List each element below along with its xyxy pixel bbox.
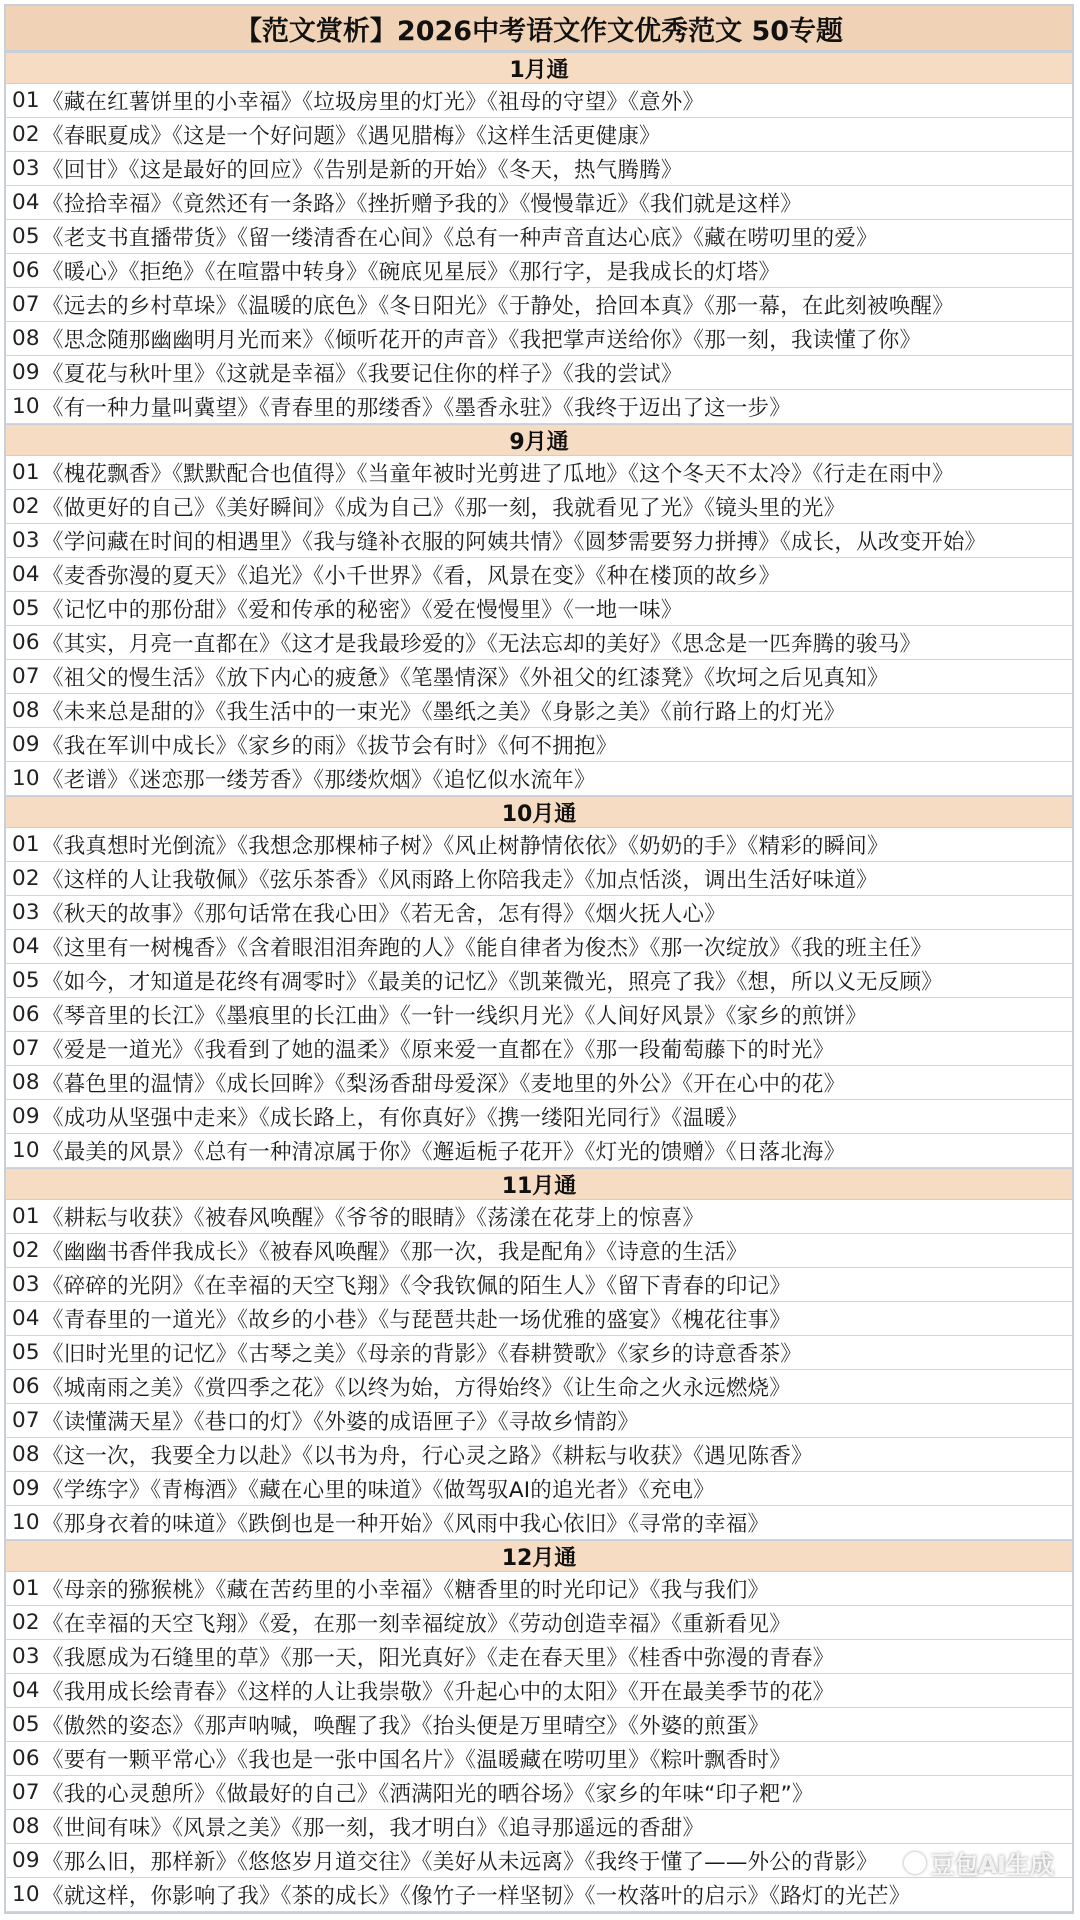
essay-row [6,1606,1072,1640]
essay-row [6,964,1072,998]
row-number: 04 [12,934,40,959]
row-number: 03 [12,1272,40,1297]
essay-titles: 《春眠夏成》《这是一个好问题》《遇见腊梅》《这样生活更健康》 [42,124,661,149]
essay-row [6,118,1072,152]
essay-row [6,84,1072,118]
essay-titles: 《这里有一树槐香》《含着眼泪泪奔跑的人》《能自律者为俊杰》《那一次绽放》《我的班主任》 [42,936,933,961]
essay-titles: 《做更好的自己》《美好瞬间》《成为自己》《那一刻，我就看见了光》《镜头里的光》 [42,496,846,521]
sections-container [6,52,1072,1912]
essay-titles: 《暮色里的温情》《成长回眸》《梨汤香甜母爱深》《麦地里的外公》《开在心中的花》 [42,1072,846,1097]
essay-titles: 《读懂满天星》《巷口的灯》《外婆的成语匣子》《寻故乡情韵》 [42,1410,640,1435]
row-number: 06 [12,1746,40,1771]
essay-row [6,1200,1072,1234]
essay-titles: 《成功从坚强中走来》《成长路上，有你真好》《携一缕阳光同行》《温暖》 [42,1106,748,1131]
essay-row [6,1100,1072,1134]
row-number: 02 [12,866,40,891]
essay-row [6,862,1072,896]
essay-titles: 《旧时光里的记忆》《古琴之美》《母亲的背影》《春耕赞歌》《家乡的诗意香茶》 [42,1342,802,1367]
essay-titles: 《秋天的故事》《那句话常在我心田》《若无舍，怎有得》《烟火抚人心》 [42,902,726,927]
essay-list-page [4,4,1074,1914]
essay-row [6,728,1072,762]
essay-titles: 《学练字》《青梅酒》《藏在心里的味道》《做驾驭AI的追光者》《充电》 [42,1478,715,1503]
essay-titles: 《藏在红薯饼里的小幸福》《垃圾房里的灯光》《祖母的守望》《意外》 [42,90,705,115]
essay-row [6,1776,1072,1810]
doubao-logo-icon [904,1852,926,1874]
essay-row [6,1640,1072,1674]
month-header: 1月通 [6,52,1072,84]
essay-row [6,1404,1072,1438]
essay-titles: 《耕耘与收获》《被春风唤醒》《爷爷的眼睛》《荡漾在花芽上的惊喜》 [42,1206,705,1231]
row-number: 03 [12,156,40,181]
essay-row [6,220,1072,254]
essay-titles: 《最美的风景》《总有一种清凉属于你》《邂逅栀子花开》《灯光的馈赠》《日落北海》 [42,1140,846,1165]
row-number: 07 [12,1780,40,1805]
essay-row [6,152,1072,186]
essay-titles: 《有一种力量叫冀望》《青春里的那缕香》《墨香永驻》《我终于迈出了这一步》 [42,396,791,421]
row-number: 06 [12,1002,40,1027]
row-number: 02 [12,1238,40,1263]
essay-row [6,524,1072,558]
essay-titles: 《我用成长绘青春》《这样的人让我崇敬》《升起心中的太阳》《开在最美季节的花》 [42,1680,835,1705]
essay-row [6,1506,1072,1540]
essay-row [6,1742,1072,1776]
row-number: 08 [12,698,40,723]
row-number: 05 [12,968,40,993]
essay-titles: 《其实，月亮一直都在》《这才是我最珍爱的》《无法忘却的美好》《思念是一匹奔腾的骏马》 [42,632,922,657]
row-number: 06 [12,258,40,283]
essay-row [6,828,1072,862]
row-number: 01 [12,1204,40,1229]
essay-titles: 《回甘》《这是最好的回应》《告别是新的开始》《冬天，热气腾腾》 [42,158,683,183]
page-title: 【范文赏析】2026中考语文作文优秀范文 50专题 [6,6,1072,52]
essay-titles: 《碎碎的光阴》《在幸福的天空飞翔》《令我钦佩的陌生人》《留下青春的印记》 [42,1274,791,1299]
row-number: 01 [12,88,40,113]
row-number: 03 [12,1644,40,1669]
essay-row [6,1234,1072,1268]
essay-row [6,356,1072,390]
essay-titles: 《青春里的一道光》《故乡的小巷》《与琵琶共赴一场优雅的盛宴》《槐花往事》 [42,1308,791,1333]
essay-titles: 《我真想时光倒流》《我想念那棵柿子树》《风止树静情依依》《奶奶的手》《精彩的瞬间》 [42,834,889,859]
essay-titles: 《这样的人让我敬佩》《弦乐茶香》《风雨路上你陪我走》《加点恬淡，调出生活好味道》 [42,868,878,893]
row-number: 09 [12,1476,40,1501]
essay-titles: 《我在军训中成长》《家乡的雨》《拔节会有时》《何不拥抱》 [42,734,618,759]
essay-row [6,998,1072,1032]
essay-row [6,390,1072,424]
essay-titles: 《思念随那幽幽明月光而来》《倾听花开的声音》《我把掌声送给你》《那一刻，我读懂了你》 [42,328,922,353]
essay-titles: 《老支书直播带货》《留一缕清香在心间》《总有一种声音直达心底》《藏在唠叨里的爱》 [42,226,878,251]
row-number: 07 [12,664,40,689]
essay-row [6,558,1072,592]
month-header: 11月通 [6,1168,1072,1200]
essay-titles: 《那身衣着的味道》《跌倒也是一种开始》《风雨中我心依旧》《寻常的幸福》 [42,1512,770,1537]
essay-titles: 《祖父的慢生活》《放下内心的疲惫》《笔墨情深》《外祖父的红漆凳》《坎坷之后见真知》 [42,666,889,691]
essay-titles: 《捡拾幸福》《竟然还有一条路》《挫折赠予我的》《慢慢靠近》《我们就是这样》 [42,192,802,217]
row-number: 08 [12,1814,40,1839]
essay-titles: 《世间有味》《风景之美》《那一刻，我才明白》《追寻那遥远的香甜》 [42,1816,705,1841]
row-number: 10 [12,1138,40,1163]
row-number: 01 [12,1576,40,1601]
row-number: 05 [12,224,40,249]
essay-titles: 《记忆中的那份甜》《爱和传承的秘密》《爱在慢慢里》《一地一味》 [42,598,683,623]
row-number: 01 [12,460,40,485]
essay-titles: 《城南雨之美》《赏四季之花》《以终为始，方得始终》《让生命之火永远燃烧》 [42,1376,791,1401]
row-number: 06 [12,630,40,655]
essay-titles: 《傲然的姿态》《那声呐喊，唤醒了我》《抬头便是万里晴空》《外婆的煎蛋》 [42,1714,770,1739]
row-number: 05 [12,1340,40,1365]
row-number: 02 [12,122,40,147]
row-number: 09 [12,360,40,385]
essay-row [6,694,1072,728]
essay-titles: 《我的心灵憩所》《做最好的自己》《洒满阳光的晒谷场》《家乡的年味“印子粑”》 [42,1782,814,1807]
essay-titles: 《幽幽书香伴我成长》《被春风唤醒》《那一次，我是配角》《诗意的生活》 [42,1240,748,1265]
essay-row [6,1708,1072,1742]
essay-titles: 《在幸福的天空飞翔》《爱，在那一刻幸福绽放》《劳动创造幸福》《重新看见》 [42,1612,791,1637]
row-number: 02 [12,1610,40,1635]
watermark-text: 豆包AI生成 [930,1851,1054,1879]
row-number: 04 [12,1678,40,1703]
essay-titles: 《暖心》《拒绝》《在喧嚣中转身》《碗底见星辰》《那行字，是我成长的灯塔》 [42,260,781,285]
row-number: 08 [12,1442,40,1467]
essay-row [6,930,1072,964]
essay-row [6,490,1072,524]
essay-titles: 《如今，才知道是花终有凋零时》《最美的记忆》《凯莱微光，照亮了我》《想，所以义无反顾》 [42,970,943,995]
essay-titles: 《母亲的猕猴桃》《藏在苦药里的小幸福》《糖香里的时光印记》《我与我们》 [42,1578,770,1603]
essay-row [6,626,1072,660]
essay-titles: 《爱是一道光》《我看到了她的温柔》《原来爱一直都在》《那一段葡萄藤下的时光》 [42,1038,835,1063]
month-header: 10月通 [6,796,1072,828]
essay-titles: 《要有一颗平常心》《我也是一张中国名片》《温暖藏在唠叨里》《粽叶飘香时》 [42,1748,791,1773]
essay-titles: 《远去的乡村草垛》《温暖的底色》《冬日阳光》《于静处，拾回本真》《那一幕，在此刻被唤醒》 [42,294,954,319]
row-number: 01 [12,832,40,857]
row-number: 05 [12,596,40,621]
essay-row [6,1032,1072,1066]
essay-titles: 《学问藏在时间的相遇里》《我与缝补衣服的阿姨共情》《圆梦需要努力拼搏》《成长，从改变开始》 [42,530,987,555]
essay-row [6,1472,1072,1506]
essay-row [6,1878,1072,1912]
essay-row [6,1370,1072,1404]
essay-row [6,288,1072,322]
row-number: 02 [12,494,40,519]
essay-row [6,186,1072,220]
essay-row [6,1134,1072,1168]
row-number: 07 [12,292,40,317]
row-number: 08 [12,326,40,351]
row-number: 10 [12,1510,40,1535]
row-number: 04 [12,562,40,587]
essay-titles: 《就这样，你影响了我》《茶的成长》《像竹子一样坚韧》《一枚落叶的启示》《路灯的光芒》 [42,1884,911,1909]
row-number: 10 [12,1882,40,1907]
row-number: 05 [12,1712,40,1737]
watermark [904,1845,1054,1880]
essay-titles: 《那么旧，那样新》《悠悠岁月道交往》《美好从未远离》《我终于懂了——外公的背影》 [42,1850,878,1875]
essay-row [6,254,1072,288]
row-number: 10 [12,394,40,419]
essay-titles: 《我愿成为石缝里的草》《那一天，阳光真好》《走在春天里》《桂香中弥漫的青春》 [42,1646,835,1671]
essay-row [6,660,1072,694]
essay-row [6,1572,1072,1606]
essay-titles: 《未来总是甜的》《我生活中的一束光》《墨纸之美》《身影之美》《前行路上的灯光》 [42,700,846,725]
essay-titles: 《夏花与秋叶里》《这就是幸福》《我要记住你的样子》《我的尝试》 [42,362,683,387]
essay-row [6,1336,1072,1370]
essay-row [6,456,1072,490]
essay-row [6,1268,1072,1302]
essay-titles: 《这一次，我要全力以赴》《以书为舟，行心灵之路》《耕耘与收获》《遇见陈香》 [42,1444,813,1469]
row-number: 08 [12,1070,40,1095]
essay-row [6,1066,1072,1100]
row-number: 04 [12,1306,40,1331]
essay-titles: 《麦香弥漫的夏天》《追光》《小千世界》《看，风景在变》《种在楼顶的故乡》 [42,564,781,589]
essay-row [6,1810,1072,1844]
essay-titles: 《琴音里的长江》《墨痕里的长江曲》《一针一线织月光》《人间好风景》《家乡的煎饼》 [42,1004,868,1029]
month-header: 12月通 [6,1540,1072,1572]
row-number: 09 [12,732,40,757]
essay-row [6,322,1072,356]
row-number: 07 [12,1408,40,1433]
essay-titles: 《槐花飘香》《默默配合也值得》《当童年被时光剪进了瓜地》《这个冬天不太冷》《行走在雨中》 [42,462,954,487]
essay-titles: 《老谱》《迷恋那一缕芳香》《那缕炊烟》《追忆似水流年》 [42,768,596,793]
row-number: 03 [12,900,40,925]
essay-row [6,896,1072,930]
row-number: 03 [12,528,40,553]
row-number: 04 [12,190,40,215]
essay-row [6,1302,1072,1336]
row-number: 09 [12,1848,40,1873]
essay-row [6,1674,1072,1708]
row-number: 07 [12,1036,40,1061]
essay-row [6,1438,1072,1472]
row-number: 06 [12,1374,40,1399]
row-number: 10 [12,766,40,791]
essay-row [6,762,1072,796]
month-header: 9月通 [6,424,1072,456]
essay-row [6,592,1072,626]
row-number: 09 [12,1104,40,1129]
